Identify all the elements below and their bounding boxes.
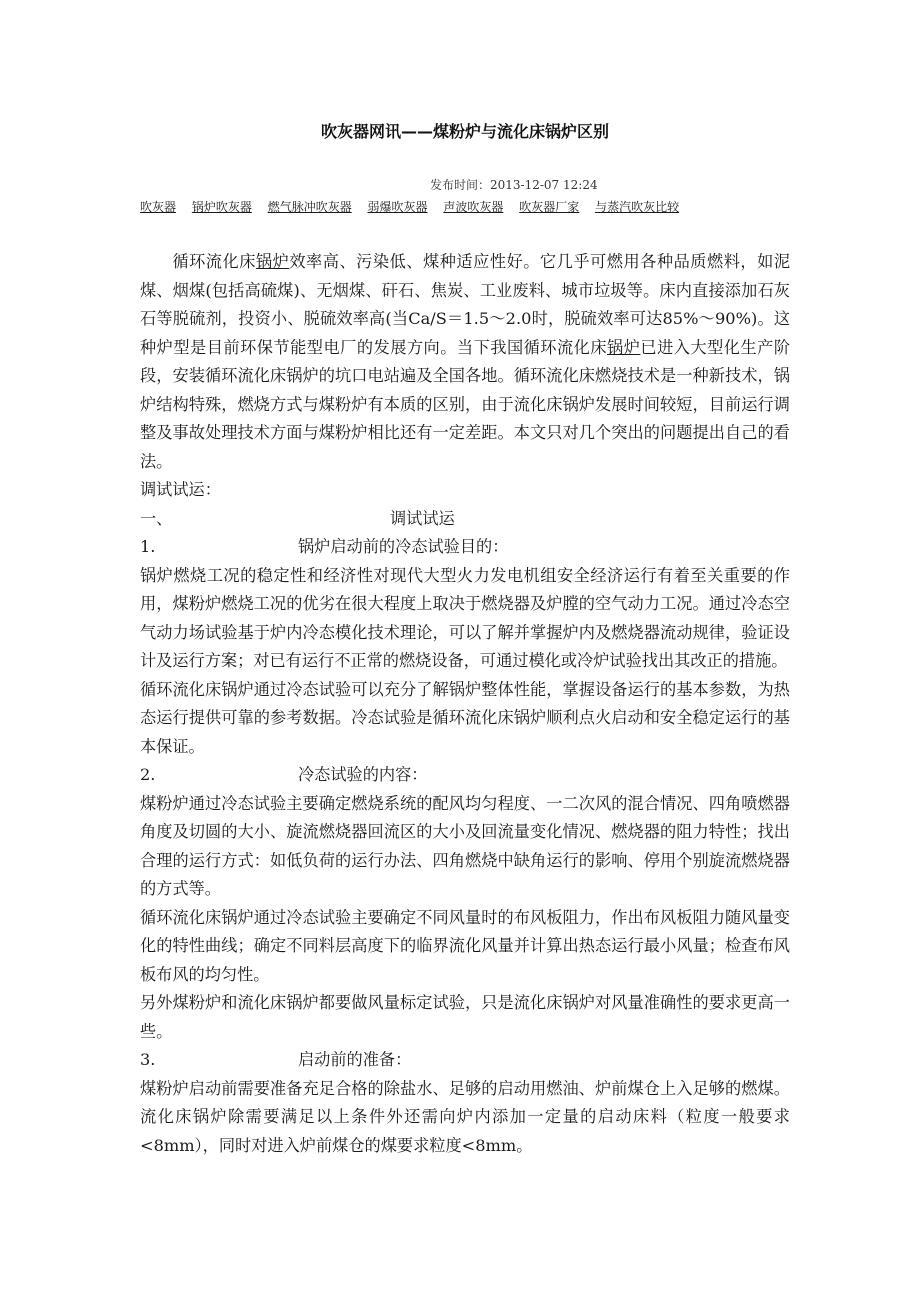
tag-link[interactable]: 弱爆吹灰器 (367, 200, 428, 214)
paragraph: 另外煤粉炉和流化床锅炉都要做风量标定试验，只是流化床锅炉对风量准确性的要求更高一些。 (140, 993, 790, 1041)
boiler-link[interactable]: 锅炉 (255, 252, 290, 271)
intro-text: 已进入大型化生产阶段，安装循环流化床锅炉的坑口电站遍及全国各地。循环流化床燃烧技术是一种新技术，锅炉结构特殊，燃烧方式与煤粉炉有本质的区别，由于流化床锅炉发展时间较短，目前运行调整及事故处理技术方面与煤粉炉相比还有一定差距。本文只对几个突出的问题提出自己的看法。 (140, 337, 791, 471)
item-heading (140, 1046, 790, 1075)
tag-link[interactable]: 与蒸汽吹灰比较 (595, 200, 680, 214)
item-title: 冷态试验的内容： (298, 765, 428, 784)
tag-link[interactable]: 声波吹灰器 (443, 200, 504, 214)
paragraph: 循环流化床锅炉通过冷态试验主要确定不同风量时的布风板阻力，作出布风板阻力随风量变化的特性曲线；确定不同料层高度下的临界流化风量并计算出热态运行最小风量；检查布风板布风的均匀性。 (140, 907, 790, 984)
tag-link[interactable]: 锅炉吹灰器 (191, 200, 252, 214)
tag-link[interactable]: 燃气脉冲吹灰器 (267, 200, 352, 214)
section-label: 调试试运： (140, 480, 221, 499)
intro-paragraph (140, 248, 790, 476)
item-number: 3. (140, 1050, 156, 1069)
item-number: 2. (140, 765, 156, 784)
publish-time: 发布时间：2013-12-07 12:24 (430, 178, 598, 192)
section-heading (140, 505, 790, 534)
section-number: 一、 (140, 508, 173, 528)
tag-list (140, 199, 691, 215)
item-heading (140, 761, 790, 790)
intro-text: 效率高、污染低、煤种适应性好。它几乎可燃用各种品质燃料，如泥煤、烟煤(包括高硫煤)、无烟煤、矸石、焦炭、工业废料、城市垃圾等。床内直接添加石灰石等脱硫剂，投资小、脱硫效率高(当Ca/S＝1.5～2.0时，脱硫效率可达85%～90%)。这种炉型是目前环保节能型电厂的发展方向。当下我国循环流化床 (140, 252, 791, 357)
boiler-link[interactable]: 锅炉 (607, 337, 641, 357)
section-title: 调试试运 (390, 508, 455, 528)
article-title: 吹灰器网讯——煤粉炉与流化床锅炉区别 (320, 122, 609, 141)
item-number: 1. (140, 537, 156, 556)
tag-link[interactable]: 吹灰器厂家 (519, 200, 580, 214)
paragraph: 锅炉燃烧工况的稳定性和经济性对现代大型火力发电机组安全经济运行有着至关重要的作用，煤粉炉燃烧工况的优劣在很大程度上取决于燃烧器及炉膛的空气动力工况。通过冷态空气动力场试验基于炉内冷态模化技术理论，可以了解并掌握炉内及燃烧器流动规律，验证设计及运行方案；对已有运行不正常的燃烧设备，可通过模化或冷炉试验找出其改正的措施。 (140, 565, 790, 670)
article-body (140, 248, 790, 1160)
item-heading (140, 533, 790, 562)
item-title: 锅炉启动前的冷态试验目的： (298, 537, 509, 556)
item-title: 启动前的准备： (298, 1050, 412, 1069)
paragraph: 循环流化床锅炉通过冷态试验可以充分了解锅炉整体性能，掌握设备运行的基本参数，为热态运行提供可靠的参考数据。冷态试验是循环流化床锅炉顺利点火启动和安全稳定运行的基本保证。 (140, 679, 790, 756)
paragraph: 煤粉炉通过冷态试验主要确定燃烧系统的配风均匀程度、一二次风的混合情况、四角喷燃器角度及切圆的大小、旋流燃烧器回流区的大小及回流量变化情况、燃烧器的阻力特性；找出合理的运行方式：如低负荷的运行办法、四角燃烧中缺角运行的影响、停用个别旋流燃烧器的方式等。 (140, 793, 790, 898)
intro-text: 循环流化床 (172, 252, 256, 271)
tag-link[interactable]: 吹灰器 (140, 200, 177, 214)
paragraph: 煤粉炉启动前需要准备充足合格的除盐水、足够的启动用燃油、炉前煤仓上入足够的燃煤。流化床锅炉除需要满足以上条件外还需向炉内添加一定量的启动床料（粒度一般要求<8mm），同时对进入炉前煤仓的煤要求粒度<8mm。 (140, 1078, 790, 1155)
